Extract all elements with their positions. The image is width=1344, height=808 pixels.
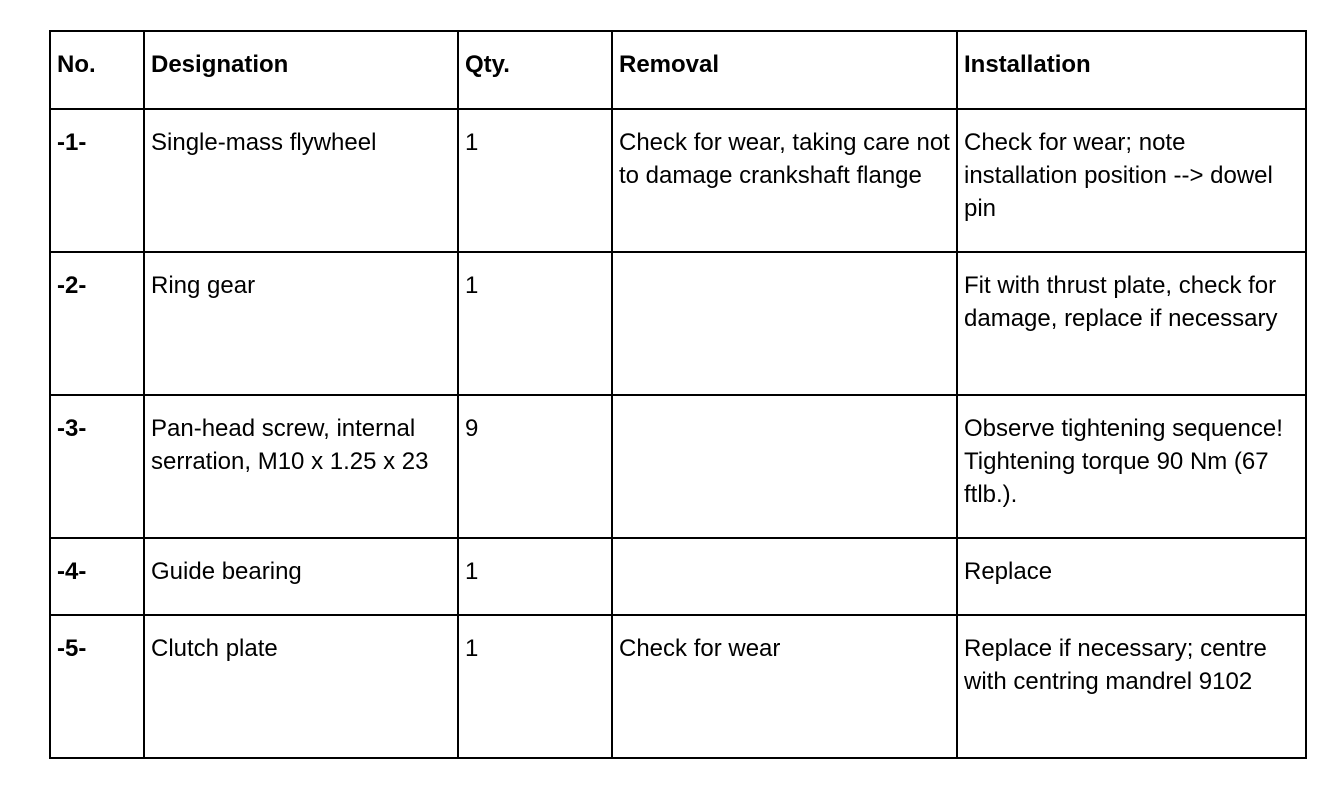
cell-designation: Guide bearing: [144, 538, 458, 615]
cell-no: -3-: [50, 395, 144, 538]
header-row: [50, 31, 1306, 109]
table-row: [50, 109, 1306, 252]
cell-qty: 1: [458, 538, 612, 615]
header-removal: Removal: [612, 31, 957, 109]
cell-designation: Clutch plate: [144, 615, 458, 758]
cell-no: -2-: [50, 252, 144, 395]
cell-installation: Replace if necessary; centre with centring mandrel 9102: [957, 615, 1306, 758]
header-designation: Designation: [144, 31, 458, 109]
cell-removal: [612, 395, 957, 538]
cell-no: -5-: [50, 615, 144, 758]
cell-installation: Fit with thrust plate, check for damage, replace if necessary: [957, 252, 1306, 395]
table-row: [50, 538, 1306, 615]
cell-removal: [612, 252, 957, 395]
header-no: No.: [50, 31, 144, 109]
cell-installation: Check for wear; note installation position --> dowel pin: [957, 109, 1306, 252]
header-qty: Qty.: [458, 31, 612, 109]
cell-designation: Single-mass flywheel: [144, 109, 458, 252]
table-row: [50, 395, 1306, 538]
cell-removal: [612, 538, 957, 615]
cell-no: -1-: [50, 109, 144, 252]
cell-designation: Ring gear: [144, 252, 458, 395]
parts-table: [49, 30, 1307, 759]
cell-removal: Check for wear, taking care not to damage crankshaft flange: [612, 109, 957, 252]
cell-no: -4-: [50, 538, 144, 615]
header-installation: Installation: [957, 31, 1306, 109]
table-row: [50, 252, 1306, 395]
cell-installation: Observe tightening sequence! Tightening torque 90 Nm (67 ftlb.).: [957, 395, 1306, 538]
cell-qty: 1: [458, 252, 612, 395]
table-row: [50, 615, 1306, 758]
cell-qty: 1: [458, 109, 612, 252]
cell-qty: 1: [458, 615, 612, 758]
cell-designation: Pan-head screw, internal serration, M10 x 1.25 x 23: [144, 395, 458, 538]
cell-removal: Check for wear: [612, 615, 957, 758]
cell-qty: 9: [458, 395, 612, 538]
cell-installation: Replace: [957, 538, 1306, 615]
